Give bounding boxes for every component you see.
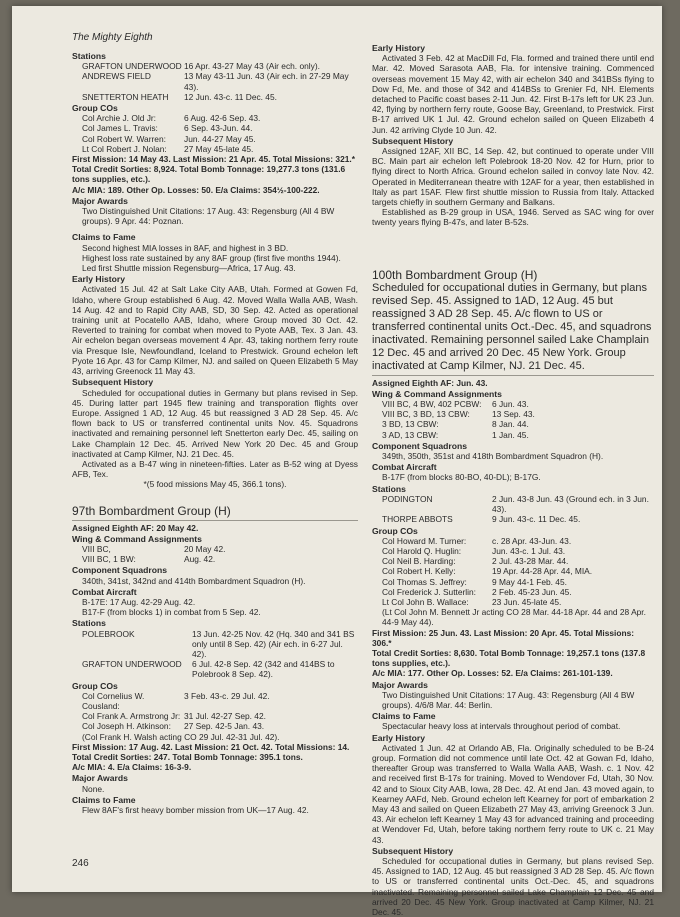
page-number: 246 <box>72 858 89 869</box>
squadrons-text: 340th, 341st, 342nd and 414th Bombardment Squadron (H). <box>82 575 306 586</box>
fame-line: Led first Shuttle mission Regensburg—Africa, 17 Aug. 43. <box>82 263 296 274</box>
aircraft-line: B-17E: 17 Aug. 42-29 Aug. 42. <box>82 596 196 607</box>
fame-text: Flew 8AF's first heavy bomber mission from UK—17 Aug. 42. <box>82 805 309 816</box>
group-cos-heading: Group COs <box>72 680 118 691</box>
aircraft-heading: Combat Aircraft <box>372 462 437 473</box>
fame-line: Highest loss rate sustained by any 8AF group (first five months 1944). <box>82 252 341 263</box>
stations-heading: Stations <box>72 51 106 61</box>
row-value: 1 Jan. 45. <box>492 429 529 440</box>
subsequent-history-text: Activated as a B-47 wing in nineteen-fifties. Later as B-52 wing at Dyess AFB, Tex. <box>72 458 358 480</box>
early-history-heading: Early History <box>72 274 126 285</box>
assigned-line: Assigned Eighth AF: Jun. 43. <box>372 377 488 388</box>
list-row <box>372 494 654 514</box>
losses-summary: A/c MIA: 189. Other Op. Losses: 50. E/a Claims: 354½-100-222. <box>72 184 320 195</box>
row-value: 2 Feb. 45-23 Jun. 45. <box>492 586 572 597</box>
fame-text: Spectacular heavy loss at intervals throughout period of combat. <box>382 721 621 732</box>
row-value: 9 May 44-1 Feb. 45. <box>492 576 567 587</box>
row-value: 2 Jul. 43-28 Mar. 44. <box>492 556 569 567</box>
group-cos-list <box>372 536 654 607</box>
row-label: Col Joseph H. Atkinson: <box>82 721 171 732</box>
row-label: Lt Col Robert J. Nolan: <box>82 143 167 154</box>
mission-summary: First Mission: 17 Aug. 42. Last Mission: 21 Oct. 42. Total Missions: 14. <box>72 741 350 752</box>
sorties-summary: Total Credit Sorties: 247. Total Bomb Tonnage: 395.1 tons. <box>72 752 303 762</box>
row-label: Col Harold Q. Huglin: <box>382 545 462 556</box>
list-row <box>72 544 358 554</box>
fame-heading: Claims to Fame <box>72 232 136 243</box>
list-row <box>72 721 358 731</box>
book-page <box>12 6 662 917</box>
row-value: 6 Jul. 42-8 Sep. 42 (342 and 414BS to Polebrook 8 Sep. 42). <box>192 659 335 680</box>
fame-heading: Claims to Fame <box>72 794 136 805</box>
stations-list <box>372 494 654 525</box>
subsequent-history-text: Assigned 12AF, XII BC, 14 Sep. 42, but continued to operate under VIII BC. Main part air echelon left Polebrook 18-20 Nov. 42 for Hurn, prior to flying direct to North Africa. Ground echelon sailed in convoy late Nov. 42. Operated in Mediterranean theatre with 12AF for a year, then established in Italy as part 15AF. Flew first shuttle mission to Russia from Italy. Attacked targets chiefly in southern Germany and Balkans. <box>372 146 654 208</box>
list-row <box>72 711 358 721</box>
list-row <box>372 546 654 556</box>
running-head: The Mighty Eighth <box>72 32 153 43</box>
fame-line: Second highest MIA losses in 8AF, and highest in 3 BD. <box>82 242 289 253</box>
early-history-text: Activated 15 Jul. 42 at Salt Lake City AAB, Utah. Formed at Gowen Fd, Idaho, where Group established 6 Aug. 42. Moved Walla Walla AAB, Wash. 14 Aug. 42 and to Rapid City AAB, SD, 30 Sep. 42. Acted as operational training unit at Pocatello AAB, Idaho, where Group moved 30 Oct. 42. Reverted to training for combat when moved to Pyote AAB, Tex. 3 Jan. 43. Air echelon began overseas movement 4 Apr. 43, taking northern ferry route via Presque Isle, Newfoundland, Iceland to Prestwick. Ground echelon left Pyote 16 Apr. 43 for Camp Kilmer, NJ. and sailed on Queen Elizabeth 5 May 43, arriving Greenock 11 May 43. <box>72 284 358 377</box>
mission-summary: First Mission: 14 May 43. Last Mission: 21 Apr. 45. Total Missions: 321.* <box>72 154 355 165</box>
wing-heading: Wing & Command Assignments <box>372 388 502 399</box>
awards-text: Two Distinguished Unit Citations: 17 Aug. 43: Regensburg (All 4 BW groups). 9 Apr. 44: Poznan. <box>82 206 335 227</box>
group-97-title: 97th Bombardment Group (H) <box>72 503 231 518</box>
row-label: Col Cornelius W. Cousland: <box>82 690 145 711</box>
group-100-nickname: Scheduled for occupational duties in Germany, but plans revised Sep. 45. Assigned to 1AD, 12 Aug. 45 but reassigned 3 AD 28 Sep. 45. A/c flown to US or transferred continental units Oct.-Dec. 45, and squadrons inactivated. Remaining personnel sailed Lake Champlain 12 Dec. 45 and arrived 20 Dec. 45 New York. Group inactivated at Camp Kilmer, NJ. 21 Dec. 45. <box>372 281 652 372</box>
aircraft-heading: Combat Aircraft <box>72 586 137 597</box>
row-label: Col Robert W. Warren: <box>82 133 166 144</box>
row-label: Lt Col John B. Wallace: <box>382 596 469 607</box>
group-100-title: 100th Bombardment Group (H) <box>372 267 538 282</box>
right-column <box>372 42 654 917</box>
row-label: GRAFTON UNDERWOOD <box>82 61 182 72</box>
row-label: Col Neil B. Harding: <box>382 556 456 567</box>
row-label: Col Archie J. Old Jr: <box>82 113 157 124</box>
list-row <box>72 659 358 679</box>
list-row <box>372 566 654 576</box>
row-value: 6 Jun. 43. <box>492 399 529 410</box>
sorties-summary: Total Credit Sorties: 8,630. Total Bomb Tonnage: 19,257.1 tons (137.8 tons supplies, etc.). <box>372 647 646 669</box>
list-row <box>372 577 654 587</box>
awards-text: None. <box>82 783 105 794</box>
row-value: 2 Jun. 43-8 Jun. 43 (Ground ech. in 3 Jun. 43). <box>492 493 649 515</box>
row-label: VIII BC, 3 BD, 13 CBW: <box>382 409 470 420</box>
row-label: 3 BD, 13 CBW: <box>382 419 439 430</box>
list-row <box>372 399 654 409</box>
row-label: THORPE ABBOTS <box>382 514 453 525</box>
row-value: 19 Apr. 44-28 Apr. 44, MIA. <box>492 566 593 577</box>
awards-heading: Major Awards <box>72 195 128 206</box>
group-cos-list <box>72 113 358 154</box>
row-value: 8 Jan. 44. <box>492 419 529 430</box>
row-label: Col Frederick J. Sutterlin: <box>382 586 477 597</box>
wing-heading: Wing & Command Assignments <box>72 533 202 544</box>
list-row <box>72 71 358 91</box>
early-history-text: Activated 3 Feb. 42 at MacDill Fd, Fla. formed and trained there until end Mar. 42. Moved Sarasota AAB, Fla. for intensive training. Commenced overseas movement 15 May 42, with air echelon 340 and 341BSs flying to Dow Fd, Me. and those of 342 and 414BSs to Grenier Fd, NH. Elements detached to Pacific coast bases 2-11 Jun. 42. First B-17s left for UK 23 Jun. 42, flying by northern ferry route, Goose Bay, Greenland, to Prestwick. First B-17 arrived UK 1 Jul. 42. Ground echelon sailed on Queen Elizabeth 4 Jun. 42 arriving Clyde 10 Jun. 42. <box>372 53 654 135</box>
cos-note: (Lt Col John M. Bennett Jr acting CO 28 Mar. 44-18 Apr. 44 and 28 Apr. 44-9 May 44). <box>382 607 646 628</box>
sorties-summary: Total Credit Sorties: 8,924. Total Bomb Tonnage: 19,277.3 tons (131.6 tons supplies, etc.). <box>72 164 346 185</box>
row-value: 13 Jun. 42-25 Nov. 42 (Hq. 340 and 341 BS only until 8 Sep. 42) (Air ech. in 6-27 Jul. 42). <box>192 628 355 659</box>
wing-list <box>72 544 358 564</box>
early-history-text: Activated 1 Jun. 42 at Orlando AB, Fla. Originally scheduled to be B-24 group. Formation did not commence until late Oct. 42 at Gowan Fd, Idaho, thereafter Group was transferred to Walla Walla AAB, Wash. c. 1 Nov. 42 and received first B-17s for training. Moved to Wendover Fd, Utah, 30 Nov. 42 and to Sioux City AAB, Iowa, 28 Dec. 42. At end Jan. 43 moved again, to Kearney AAFd, Neb. Ground echelon left Kearney for port of embarkation 2 May 43 and sailed on Queen Elizabeth 27 May 43, arriving Greenock 3 Jun. 43. Air echelon left Kearney 1 May 43 for advanced training and proceeding at Wendover Fd, Utah, before taking northern ferry route to UK c. 21 May 43. <box>372 742 654 845</box>
list-row <box>72 123 358 133</box>
stations-heading: Stations <box>72 618 106 629</box>
subsequent-history-heading: Subsequent History <box>372 135 454 146</box>
list-row <box>372 419 654 429</box>
early-history-heading: Early History <box>372 732 426 743</box>
row-label: PODINGTON <box>382 493 433 504</box>
list-row <box>372 409 654 419</box>
fame-heading: Claims to Fame <box>372 711 436 722</box>
subsequent-history-heading: Subsequent History <box>72 377 154 388</box>
row-value: 23 Jun. 45-late 45. <box>492 596 562 607</box>
row-value: 3 Feb. 43-c. 29 Jul. 42. <box>184 690 270 701</box>
aircraft-text: B-17F (from blocks 80-BO, 40-DL); B-17G. <box>382 472 541 483</box>
row-value: 9 Jun. 43-c. 11 Dec. 45. <box>492 514 581 525</box>
subsequent-history-text: Scheduled for occupational duties in Germany but plans revised in Sep. 45. During latter part 1945 flew training and transporation flights over Europe. Assigned 1 AD, 12 Aug. 45 but reassigned 3 AD 28 Sep. 45. A/c flown back to US or transferred continental units Nov. 45. Squadrons inactivated and remaining personnel left Snetterton early Dec. 45, sailing on Lake Champlain 12 Dec. 45. Arrived New York 20 Dec. 45 and Group inactivated at Camp Kilmer, NJ. 21 Dec. 45. <box>72 387 358 459</box>
losses-summary: A/c MIA: 4. E/a Claims: 16-3-9. <box>72 762 192 773</box>
stations-list <box>72 629 358 680</box>
footnote: *(5 food missions May 45, 366.1 tons). <box>143 479 287 490</box>
row-value: c. 28 Apr. 43-Jun. 43. <box>492 535 572 546</box>
cos-note: (Col Frank H. Walsh acting CO 29 Jul. 42-31 Jul. 42). <box>82 731 280 742</box>
row-label: VIII BC, <box>82 543 111 554</box>
group-cos-heading: Group COs <box>372 525 418 536</box>
list-row <box>372 587 654 597</box>
row-value: 6 Sep. 43-Jun. 44. <box>184 123 253 134</box>
row-label: SNETTERTON HEATH <box>82 91 169 102</box>
list-row <box>72 554 358 564</box>
list-row <box>72 691 358 711</box>
row-label: ANDREWS FIELD <box>82 71 151 82</box>
row-value: 12 Jun. 43-c. 11 Dec. 45. <box>184 91 277 102</box>
list-row <box>372 514 654 524</box>
row-label: VIII BC, 1 BW: <box>82 554 136 565</box>
list-row <box>372 430 654 440</box>
row-value: Jun. 44-27 May 45. <box>184 133 256 144</box>
wing-list <box>372 399 654 440</box>
row-label: Col Robert H. Kelly: <box>382 566 456 577</box>
row-label: VIII BC, 4 BW, 402 PCBW: <box>382 399 482 410</box>
row-label: Col Thomas S. Jeffrey: <box>382 576 467 587</box>
row-value: 20 May 42. <box>184 543 226 554</box>
early-history-heading: Early History <box>372 43 426 53</box>
group-cos-heading: Group COs <box>72 103 118 114</box>
row-value: 13 May 43-11 Jun. 43 (Air ech. in 27-29 May 43). <box>184 71 349 92</box>
aircraft-line: B17-F (from blocks 1) in combat from 5 Sep. 42. <box>82 607 261 618</box>
subsequent-history-text: Established as B-29 group in USA, 1946. Served as SAC wing for over twenty years flying B-47s, and later B-52s. <box>372 207 654 228</box>
stations-heading: Stations <box>372 483 406 494</box>
row-value: 6 Aug. 42-6 Sep. 43. <box>184 113 261 124</box>
left-column <box>72 50 358 815</box>
row-value: 31 Jul. 42-27 Sep. 42. <box>184 711 266 722</box>
divider <box>72 520 358 521</box>
row-value: Aug. 42. <box>184 554 216 565</box>
list-row <box>72 134 358 144</box>
subsequent-history-heading: Subsequent History <box>372 845 454 856</box>
list-row <box>72 61 358 71</box>
row-label: Col Frank A. Armstrong Jr: <box>82 711 181 722</box>
list-row <box>72 113 358 123</box>
row-value: Jun. 43-c. 1 Jul. 43. <box>492 545 566 556</box>
awards-heading: Major Awards <box>72 773 128 784</box>
row-value: 13 Sep. 43. <box>492 409 535 420</box>
row-value: 27 May 45-late 45. <box>184 143 254 154</box>
divider <box>372 375 654 376</box>
awards-heading: Major Awards <box>372 679 428 690</box>
row-value: 27 Sep. 42-5 Jan. 43. <box>184 721 265 732</box>
row-label: POLEBROOK <box>82 628 135 639</box>
awards-text: Two Distinguished Unit Citations: 17 Aug. 43: Regensburg (All 4 BW groups). 4/6/8 Mar. 44: Berlin. <box>382 689 635 710</box>
assigned-line: Assigned Eighth AF: 20 May 42. <box>72 522 199 533</box>
squadrons-text: 349th, 350th, 351st and 418th Bombardment Squadron (H). <box>382 451 604 462</box>
squadrons-heading: Component Squadrons <box>372 440 468 451</box>
row-value: 16 Apr. 43-27 May 43 (Air ech. only). <box>184 61 320 72</box>
squadrons-heading: Component Squadrons <box>72 565 168 576</box>
subsequent-history-text: Scheduled for occupational duties in Germany, but plans revised Sep. 45. Assigned to 1AD, 12 Aug. 45 but reassigned 3 AD 28 Sep. 45. A/c flown to US or transferred continental units Oct.-Dec. 45, and squadrons inactivated. Remaining personnel sailed Lake Champlain 12 Dec. 45 and arrived 20 Dec. 45 New York. Group inactivated at Camp Kilmer, NJ. 21 Dec. 45. <box>372 856 654 917</box>
mission-summary: First Mission: 25 Jun. 43. Last Mission: 20 Apr. 45. Total Missions: 306.* <box>372 627 635 648</box>
list-row <box>372 556 654 566</box>
row-label: Col James L. Travis: <box>82 123 158 134</box>
row-label: 3 AD, 13 CBW: <box>382 429 439 440</box>
group-cos-list <box>72 691 358 732</box>
list-row <box>72 144 358 154</box>
row-label: GRAFTON UNDERWOOD <box>82 659 182 670</box>
list-row <box>72 629 358 660</box>
list-row <box>372 536 654 546</box>
stations-list <box>72 61 358 102</box>
losses-summary: A/c MIA: 177. Other Op. Losses: 52. E/a Claims: 261-101-139. <box>372 668 613 679</box>
row-label: Col Howard M. Turner: <box>382 535 467 546</box>
list-row <box>72 92 358 102</box>
list-row <box>372 597 654 607</box>
